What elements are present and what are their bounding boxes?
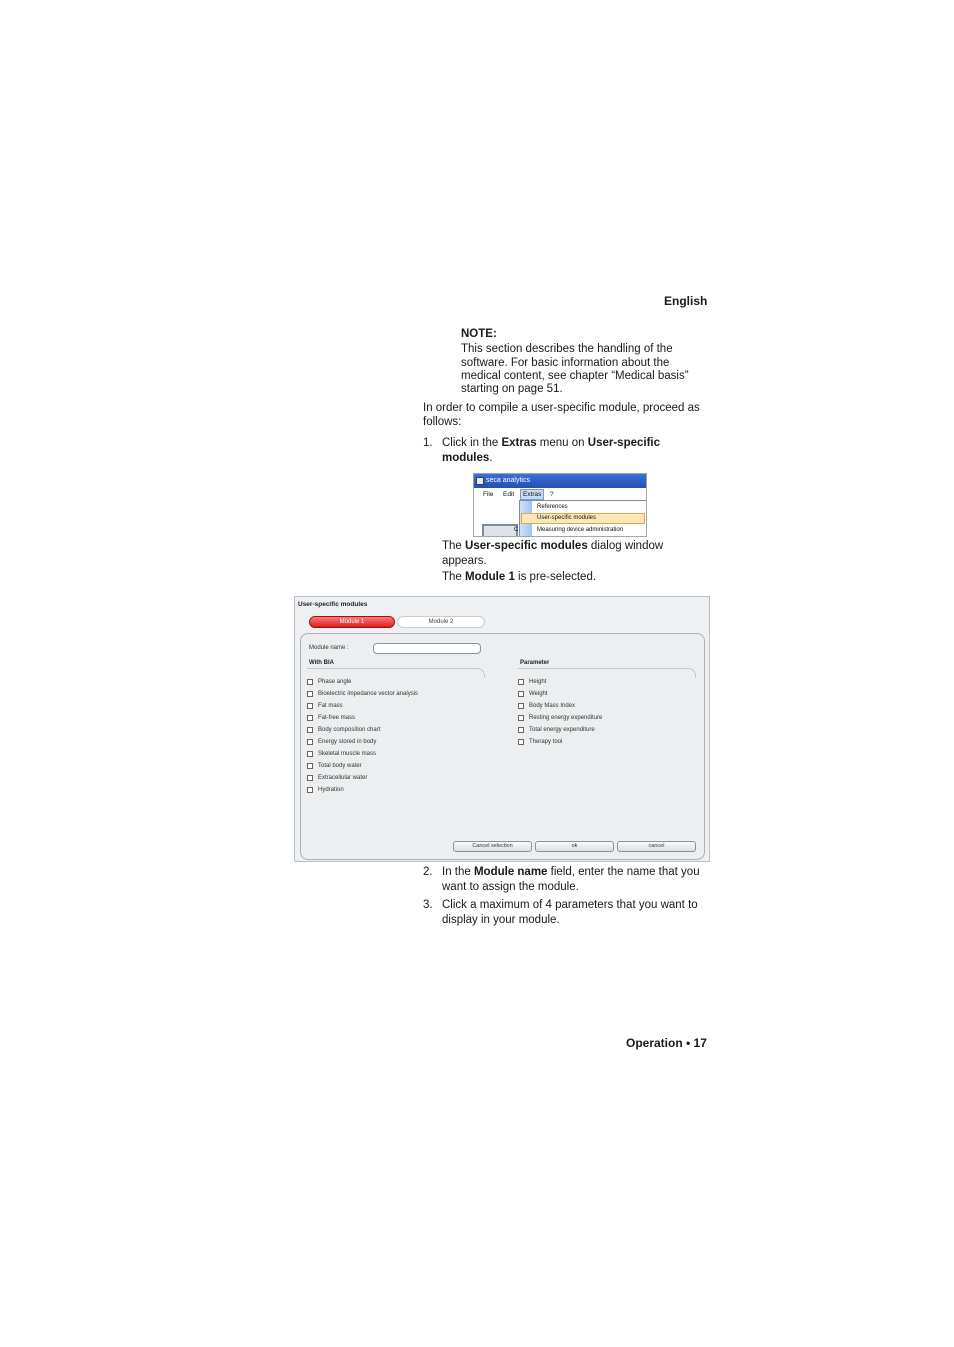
user-specific-modules-dialog [294,596,710,862]
extras-menu-screenshot [473,473,647,537]
menu-edit[interactable]: Edit [503,491,515,498]
note-line-2: software. For basic information about the [461,357,670,369]
module-panel: Module name : With BIA Parameter Phase angle Bioelectric impedance vector analysis Fat mass Fat-free mass Body composition chart Energy stored in body Skeletal muscle mass Total body water Extracellular water Hydration Height Weight Body Mass Index Resting energy expenditure Total energy expenditure Therapy tool Cancel selection ok cancel [300,633,705,860]
step-1-line-1: Click in the Extras menu on User-specific [442,437,660,449]
tab-module-1[interactable]: Module 1 [309,616,395,628]
ok-button[interactable]: ok [535,841,614,852]
step-3-line-2: display in your module. [442,914,560,926]
cancel-selection-button[interactable]: Cancel selection [453,841,532,852]
tab-module-2[interactable]: Module 2 [397,616,485,628]
note-label: NOTE: [461,328,497,340]
extras-dropdown [519,500,647,537]
menu-item-user-specific-modules[interactable]: User-specific modules [537,515,597,521]
app-icon [476,477,484,485]
step-1-line-2: modules. [442,452,493,464]
step-1-number: 1. [423,437,433,449]
with-bia-heading: With BIA [309,660,334,666]
menu-help[interactable]: ? [550,491,554,498]
intro-line-1: In order to compile a user-specific module, proceed as [423,402,700,414]
dialog-appears-line-1: The User-specific modules dialog window [442,540,664,552]
menu-extras[interactable]: Extras [520,489,544,500]
menu-item-references[interactable]: References [537,504,568,510]
cancel-button[interactable]: cancel [617,841,696,852]
page-footer: Operation • 17 [626,1036,707,1050]
module-name-input[interactable] [373,643,481,654]
note-line-3: medical content, see chapter “Medical basis” [461,370,689,382]
preselected-line: The Module 1 is pre-selected. [442,571,597,583]
language-header: English [664,294,708,308]
app-title: seca analytics [486,477,530,484]
module-name-label: Module name : [309,645,349,651]
step-3-number: 3. [423,899,433,911]
app-titlebar [474,474,646,488]
step-2-line-2: want to assign the module. [442,881,579,893]
dialog-appears-line-2: appears. [442,555,487,567]
step-2-number: 2. [423,866,433,878]
step-2-line-1: In the Module name field, enter the name that you [442,866,700,878]
note-line-4: starting on page 51. [461,383,563,395]
parameter-heading: Parameter [520,660,550,666]
step-3-line-1: Click a maximum of 4 parameters that you want to [442,899,698,911]
menubar [474,489,646,500]
dialog-title: User-specific modules [298,601,368,608]
note-line-1: This section describes the handling of the [461,343,673,355]
intro-line-2: follows: [423,416,462,428]
background-button: C [482,524,518,537]
menu-item-measuring-device-admin[interactable]: Measuring device administration [537,527,624,533]
menu-file[interactable]: File [483,491,494,498]
